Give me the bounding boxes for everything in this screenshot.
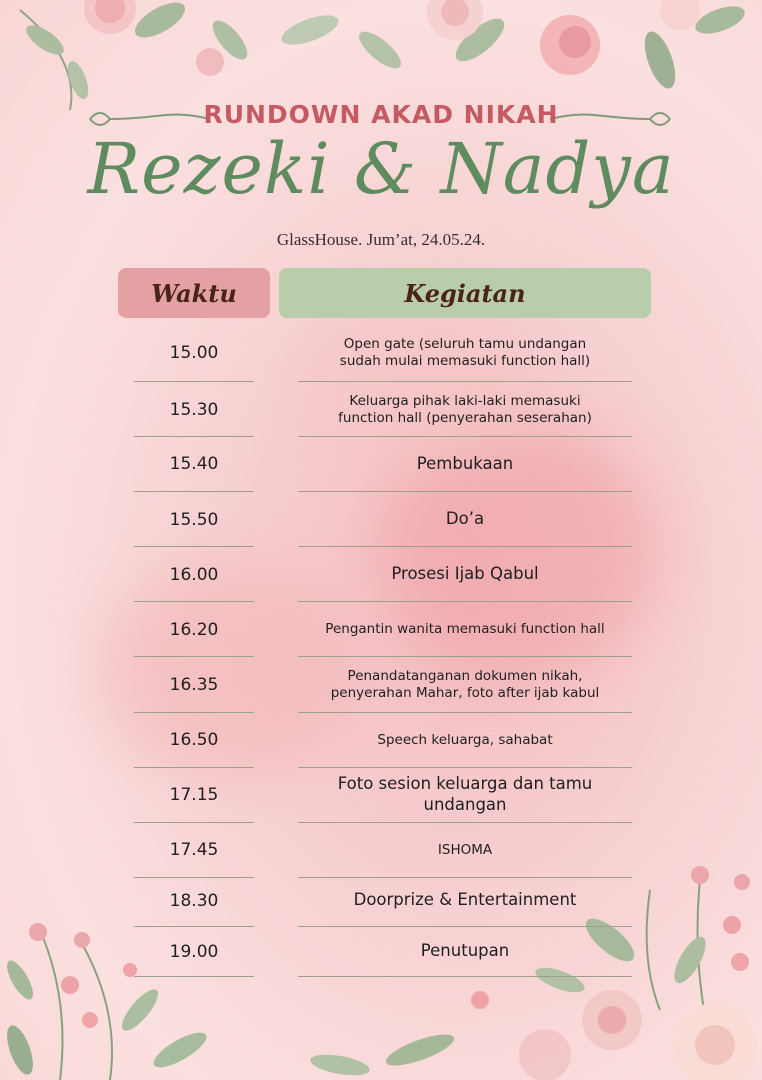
schedule-row	[0, 383, 762, 436]
schedule-activity: Keluarga pihak laki-laki memasuki function hall (penyerahan seserahan)	[338, 392, 592, 426]
row-divider	[134, 656, 254, 657]
schedule-activity: Penutupan	[420, 941, 510, 961]
schedule-time: 15.40	[169, 454, 219, 474]
row-divider	[298, 976, 632, 977]
schedule-row	[0, 603, 762, 656]
row-divider	[134, 491, 254, 492]
schedule-row	[0, 325, 762, 381]
row-divider	[298, 381, 632, 382]
schedule-time: 17.45	[169, 840, 219, 860]
schedule-row	[0, 548, 762, 601]
schedule-time: 19.00	[169, 941, 219, 962]
schedule-row	[0, 713, 762, 767]
schedule-time: 16.20	[169, 619, 219, 640]
row-divider	[298, 656, 632, 657]
row-divider	[134, 976, 254, 977]
row-divider	[298, 601, 632, 602]
schedule-time: 16.50	[169, 730, 219, 750]
schedule-time: 15.50	[169, 509, 219, 530]
schedule-row	[0, 658, 762, 712]
row-divider	[298, 491, 632, 492]
schedule-time: 17.15	[169, 785, 219, 805]
schedule-activity: Pengantin wanita memasuki function hall	[325, 621, 605, 638]
schedule-activity: Speech keluarga, sahabat	[377, 731, 553, 748]
time-column-header: Waktu	[118, 268, 270, 318]
schedule-activity: Pembukaan	[416, 453, 514, 473]
schedule-row	[0, 493, 762, 546]
activity-column-header: Kegiatan	[279, 268, 651, 318]
schedule-activity: Foto sesion keluarga dan tamu undangan	[337, 774, 593, 814]
schedule-time: 16.35	[169, 675, 219, 695]
schedule-row	[0, 768, 762, 822]
schedule-row	[0, 823, 762, 877]
event-title: RUNDOWN AKAD NIKAH	[203, 100, 559, 129]
schedule-activity: Penandatanganan dokumen nikah, penyerahan Mahar, foto after ijab kabul	[330, 668, 600, 701]
schedule-time: 15.00	[169, 343, 219, 363]
row-divider	[134, 381, 254, 382]
venue-date: GlassHouse. Jum’at, 24.05.24.	[276, 230, 486, 249]
schedule-activity: ISHOMA	[437, 841, 493, 858]
schedule-activity: Prosesi Ijab Qabul	[391, 564, 539, 584]
schedule-activity: Doorprize & Entertainment	[353, 890, 577, 910]
schedule-time: 16.00	[169, 564, 219, 585]
schedule-activity: Open gate (seluruh tamu undangan sudah mulai memasuki function hall)	[339, 336, 591, 369]
row-divider	[134, 546, 254, 547]
row-divider	[134, 601, 254, 602]
schedule-row	[0, 437, 762, 491]
schedule-row	[0, 927, 762, 976]
row-divider	[298, 546, 632, 547]
schedule-activity: Do’a	[445, 509, 485, 529]
schedule-time: 15.30	[169, 399, 219, 420]
schedule-row	[0, 875, 762, 926]
couple-names: Rezeki & Nadya	[87, 128, 675, 210]
schedule-time: 18.30	[169, 890, 219, 911]
